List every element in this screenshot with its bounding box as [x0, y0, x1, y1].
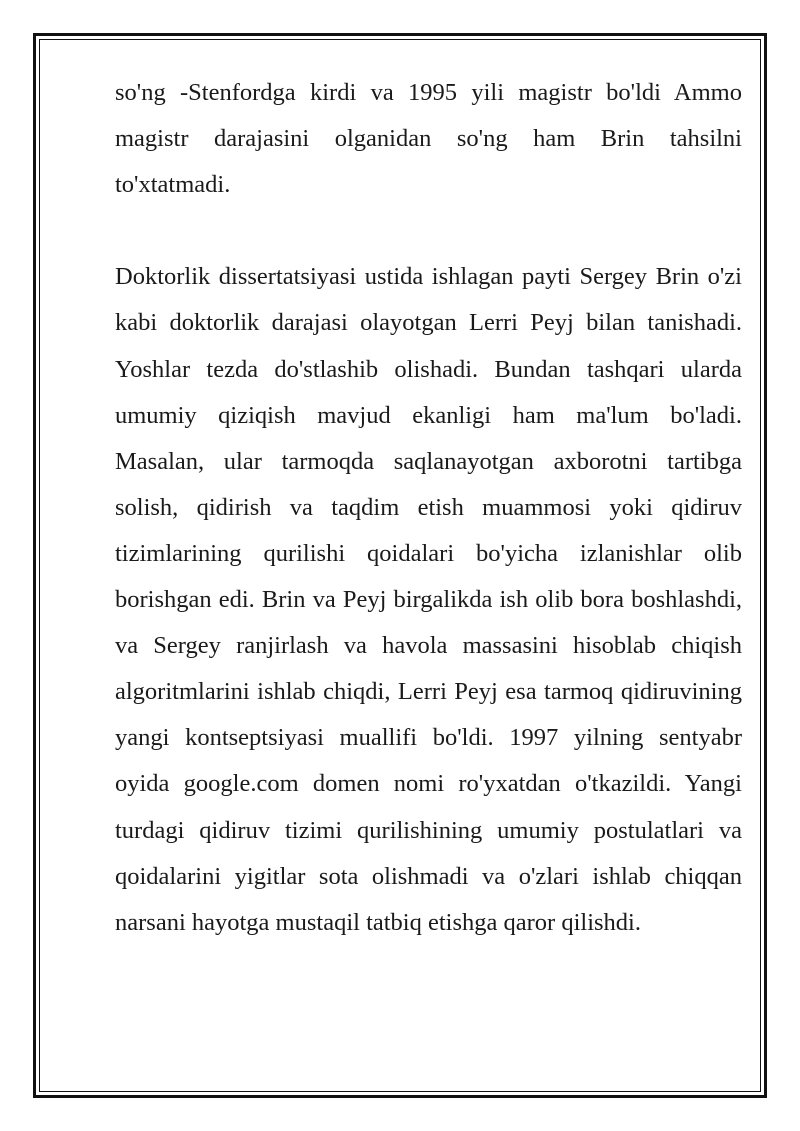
text-line: o'zi kabi doktorlik darajasi olayotgan Lerri Peyj bilan: [115, 263, 742, 337]
text-line: ma'lum bo'ladi. Masalan, ular tarmoqda saqlanayotgan: [115, 401, 742, 475]
text-line: qilishdi.: [561, 908, 641, 936]
text-line: chiqdi, Lerri Peyj esa tarmoq qidiruvining yangi: [115, 678, 742, 752]
paragraph-2: [115, 254, 742, 945]
text-line: tashqari ularda umumiy qiziqish mavjud ekanligi ham: [115, 355, 742, 429]
text-line: birgalikda ish olib bora boshlashdi, va Sergey ranjirlash: [115, 586, 743, 660]
text-line: so'ng -Stenfordga kirdi va 1995 yili magistr bo'ldi Ammo: [115, 79, 742, 106]
text-line: to'xtatmadi.: [115, 171, 231, 199]
text-line: magistr darajasini olganidan so'ng ham Brin tahsilni: [115, 125, 742, 153]
text-line: bo'yicha izlanishlar olib borishgan edi. Brin va Peyj: [115, 539, 742, 614]
text-line: turdagi qidiruv tizimi qurilishining umumiy postulatlari: [115, 816, 704, 844]
text-line: muammosi yoki qidiruv tizimlarining qurilishi qoidalari: [115, 493, 743, 567]
text-line: google.com domen nomi ro'yxatdan o'tkazildi. Yangi: [183, 770, 742, 798]
paragraph-spacer: [115, 208, 742, 254]
text-line: tanishadi. Yoshlar tezda do'stlashib olishadi. Bundan: [115, 309, 743, 383]
paragraph-1: [115, 70, 742, 208]
text-line: va havola massasini hisoblab chiqish algoritmlarini ishlab: [115, 632, 742, 706]
text-line: Doktorlik dissertatsiyasi ustida ishlagan payti Sergey Brin: [115, 263, 700, 291]
text-line: va qoidalarini yigitlar sota olishmadi va o'zlari ishlab: [115, 816, 743, 890]
text-line: chiqqan narsani hayotga mustaqil tatbiq etishga qaror: [115, 862, 742, 936]
text-line: axborotni tartibga solish, qidirish va taqdim etish: [115, 447, 742, 521]
document-body: [115, 70, 742, 946]
text-line: kontseptsiyasi muallifi bo'ldi. 1997 yilning sentyabr oyida: [115, 724, 742, 798]
